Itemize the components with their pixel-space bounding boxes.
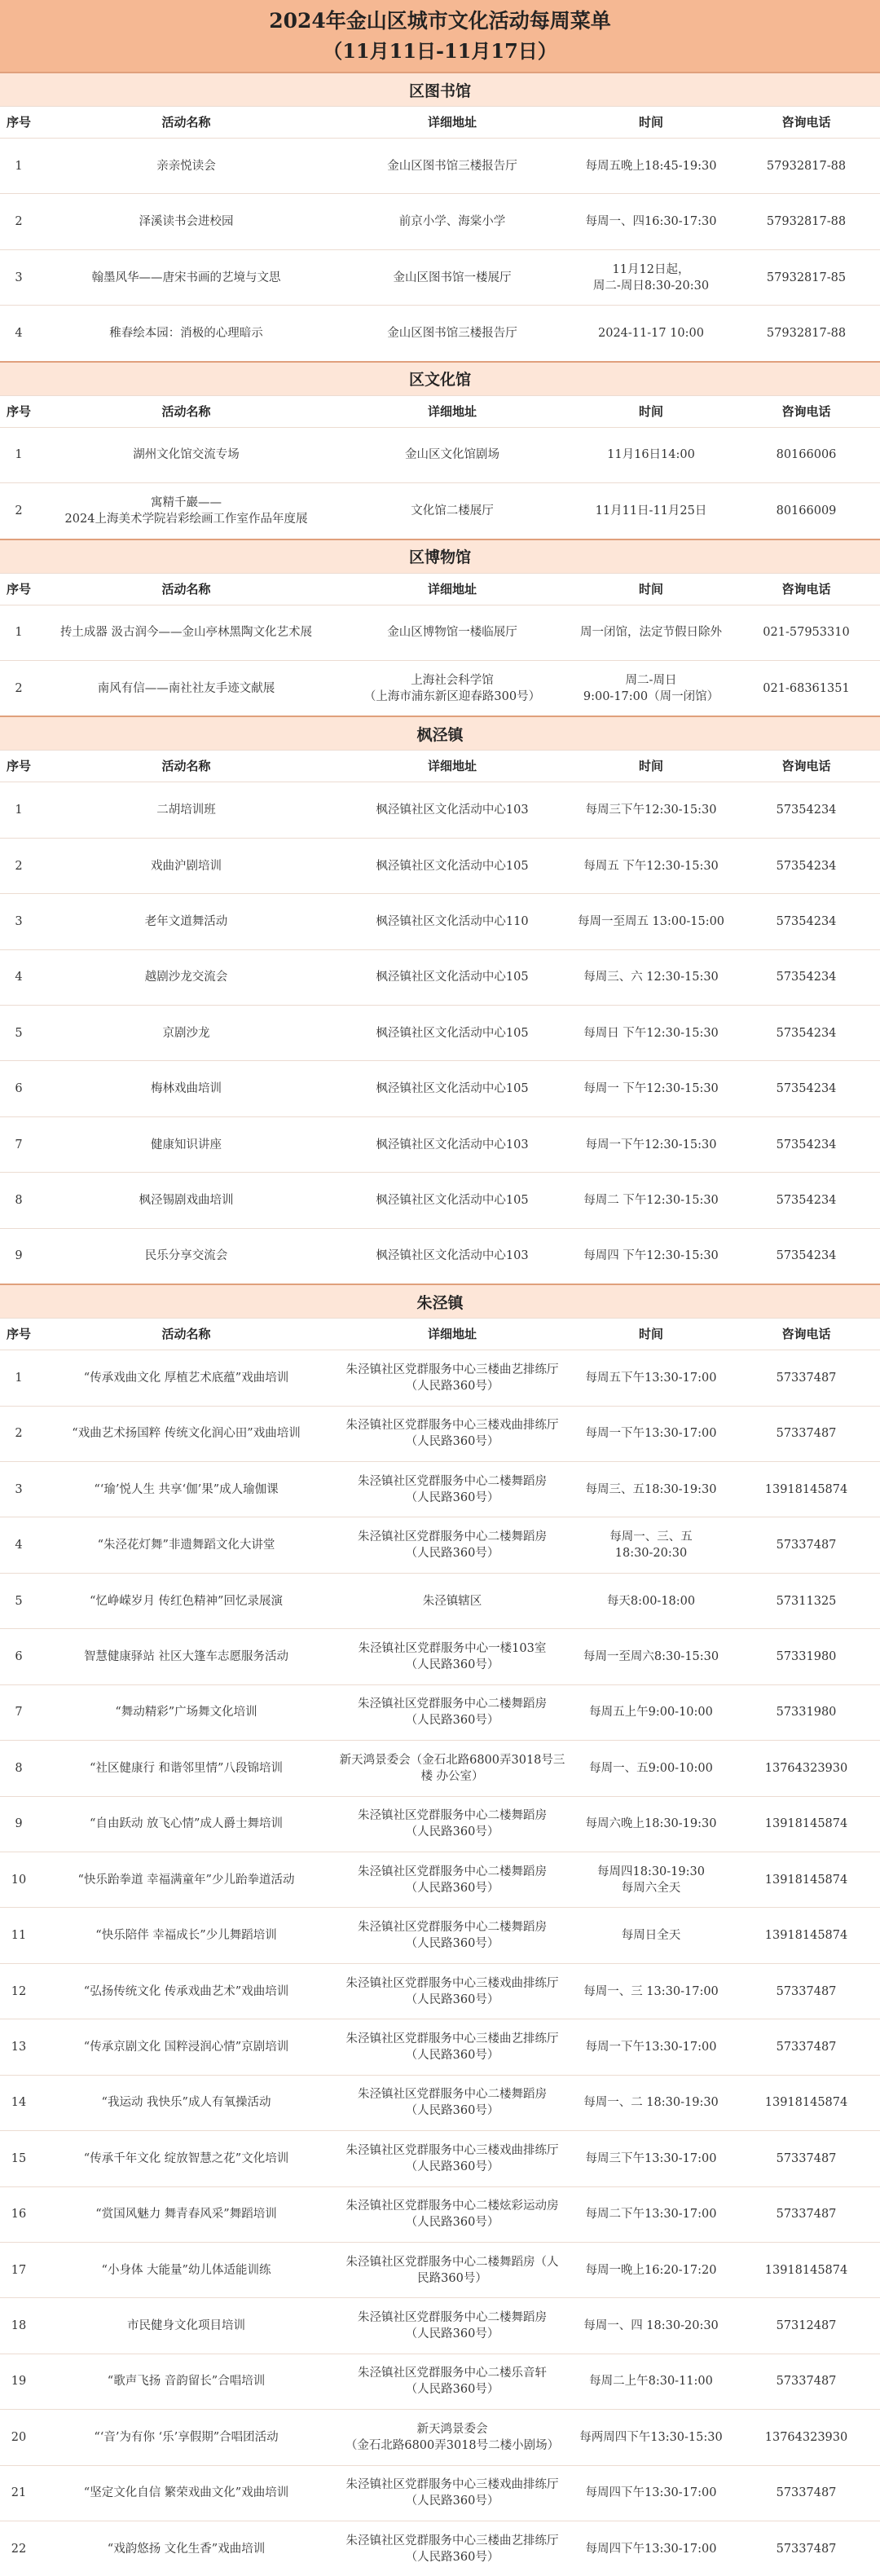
table-row bbox=[0, 949, 880, 1005]
cell-time: 周一闭馆，法定节假日除外 bbox=[580, 626, 722, 640]
column-header-row bbox=[0, 395, 880, 427]
cell-index: 7 bbox=[15, 1706, 23, 1720]
cell-time: 每周日全天 bbox=[621, 1929, 681, 1943]
table-row bbox=[0, 1005, 880, 1060]
cell-time: 每周一至周五 13:00-15:00 bbox=[577, 914, 725, 928]
cell-phone: 57337487 bbox=[776, 2375, 837, 2389]
cell-phone: 57932817-85 bbox=[766, 271, 847, 284]
cell-index: 2 bbox=[15, 215, 23, 229]
cell-activity-name: “坚定文化自信 繁荣戏曲文化”戏曲培训 bbox=[83, 2486, 289, 2500]
cell-phone: 57337487 bbox=[776, 1427, 837, 1441]
column-header-row bbox=[0, 1318, 880, 1350]
cell-time: 每周一下午13:30-17:00 bbox=[585, 2040, 717, 2054]
cell-index: 9 bbox=[15, 1249, 23, 1263]
section-header: 区博物馆 bbox=[0, 540, 880, 573]
cell-phone: 57354234 bbox=[776, 859, 837, 873]
cell-activity-name: 二胡培训班 bbox=[156, 804, 216, 817]
cell-activity-name: 民乐分享交流会 bbox=[144, 1249, 228, 1263]
cell-activity-name: 越剧沙龙交流会 bbox=[144, 971, 228, 984]
cell-address: 朱泾镇社区党群服务中心二楼舞蹈房 （人民路360号） bbox=[358, 2311, 547, 2341]
cell-address: 金山区文化馆剧场 bbox=[405, 448, 499, 462]
table-row bbox=[0, 1406, 880, 1461]
column-header-address: 详细地址 bbox=[427, 115, 477, 130]
cell-address: 朱泾镇社区党群服务中心二楼舞蹈房 （人民路360号） bbox=[358, 1698, 547, 1728]
cell-index: 5 bbox=[15, 1594, 23, 1608]
cell-phone: 57337487 bbox=[776, 2208, 837, 2222]
table-row bbox=[0, 305, 880, 360]
column-header-activity-name: 活动名称 bbox=[161, 403, 211, 419]
cell-index: 16 bbox=[11, 2208, 27, 2222]
cell-time: 每周二 下午12:30-15:30 bbox=[583, 1194, 719, 1208]
table-row bbox=[0, 1684, 880, 1740]
table-row bbox=[0, 427, 880, 482]
cell-address: 朱泾镇辖区 bbox=[422, 1594, 482, 1608]
cell-time: 每周二上午8:30-11:00 bbox=[589, 2375, 713, 2389]
column-header-index: 序号 bbox=[6, 1327, 31, 1342]
cell-index: 1 bbox=[15, 626, 23, 640]
cell-phone: 80166009 bbox=[776, 504, 837, 517]
title-line-1: 2024年金山区城市文化活动每周菜单 bbox=[269, 9, 611, 33]
cell-address: 朱泾镇社区党群服务中心二楼舞蹈房 （人民路360号） bbox=[358, 1809, 547, 1839]
document-title bbox=[0, 0, 880, 72]
cell-activity-name: “快乐跆拳道 幸福满童年”少儿跆拳道活动 bbox=[77, 1873, 295, 1887]
cell-address: 朱泾镇社区党群服务中心二楼炫彩运动房 （人民路360号） bbox=[345, 2200, 559, 2230]
column-header-index: 序号 bbox=[6, 581, 31, 597]
cell-activity-name: “‘音’为有你 ‘乐’享假期”合唱团活动 bbox=[94, 2430, 279, 2444]
cell-activity-name: “朱泾花灯舞”非遗舞蹈文化大讲堂 bbox=[97, 1539, 275, 1552]
cell-time: 每周二下午13:30-17:00 bbox=[585, 2208, 717, 2222]
cell-phone: 57337487 bbox=[776, 2486, 837, 2500]
cell-activity-name: “社区健康行 和谐邻里情”八段锦培训 bbox=[90, 1761, 283, 1775]
table-row bbox=[0, 1796, 880, 1852]
column-header-activity-name: 活动名称 bbox=[161, 115, 211, 130]
cell-index: 1 bbox=[15, 804, 23, 817]
cell-time: 每周三下午12:30-15:30 bbox=[585, 804, 717, 817]
cell-time: 每周四下午13:30-17:00 bbox=[585, 2542, 717, 2556]
cell-time: 每周三下午13:30-17:00 bbox=[585, 2151, 717, 2165]
table-row bbox=[0, 2019, 880, 2074]
cell-address: 朱泾镇社区党群服务中心二楼舞蹈房 （人民路360号） bbox=[358, 2088, 547, 2118]
table-row bbox=[0, 1060, 880, 1116]
cell-address: 枫泾镇社区文化活动中心105 bbox=[376, 1026, 529, 1040]
cell-activity-name: 泽溪读书会进校园 bbox=[139, 215, 234, 229]
cell-phone: 57337487 bbox=[776, 2151, 837, 2165]
cell-phone: 021-68361351 bbox=[763, 681, 850, 695]
table-row bbox=[0, 1172, 880, 1227]
cell-address: 金山区图书馆一楼展厅 bbox=[393, 271, 512, 284]
cell-time: 每周五下午13:30-17:00 bbox=[585, 1371, 717, 1385]
cell-activity-name: 枫泾锡剧戏曲培训 bbox=[139, 1194, 234, 1208]
cell-address: 新天鸿景委会（金石北路6800弄3018号三 楼 办公室） bbox=[339, 1753, 565, 1783]
cell-address: 枫泾镇社区文化活动中心105 bbox=[376, 859, 529, 873]
cell-index: 13 bbox=[11, 2040, 27, 2054]
cell-phone: 80166006 bbox=[776, 448, 837, 462]
cell-activity-name: “戏曲艺术扬国粹 传统文化润心田”戏曲培训 bbox=[72, 1427, 301, 1441]
cell-time: 每周五 下午12:30-15:30 bbox=[583, 859, 719, 873]
column-header-address: 详细地址 bbox=[427, 581, 477, 597]
column-header-time: 时间 bbox=[638, 1327, 663, 1342]
table-row bbox=[0, 838, 880, 893]
table-row bbox=[0, 1740, 880, 1795]
column-header-activity-name: 活动名称 bbox=[161, 581, 211, 597]
cell-index: 4 bbox=[15, 1539, 23, 1552]
cell-index: 20 bbox=[11, 2430, 27, 2444]
column-header-phone: 咨询电话 bbox=[781, 1327, 831, 1342]
cell-address: 朱泾镇社区党群服务中心二楼舞蹈房 （人民路360号） bbox=[358, 1474, 547, 1504]
cell-time: 每周一至周六8:30-15:30 bbox=[583, 1649, 719, 1663]
cell-phone: 57331980 bbox=[776, 1706, 837, 1720]
table-row bbox=[0, 1517, 880, 1572]
cell-index: 18 bbox=[11, 2319, 27, 2333]
cell-activity-name: 戏曲沪剧培训 bbox=[151, 859, 222, 873]
table-row bbox=[0, 1116, 880, 1172]
cell-phone: 57311325 bbox=[776, 1594, 837, 1608]
cell-time: 每周三、六 12:30-15:30 bbox=[583, 971, 719, 984]
cell-address: 枫泾镇社区文化活动中心103 bbox=[376, 1249, 529, 1263]
section-header: 区图书馆 bbox=[0, 73, 880, 106]
cell-activity-name: “弘扬传统文化 传承戏曲艺术”戏曲培训 bbox=[83, 1984, 289, 1998]
cell-activity-name: “小身体 大能量”幼儿体适能训练 bbox=[101, 2263, 271, 2277]
cell-index: 7 bbox=[15, 1138, 23, 1151]
cell-phone: 57354234 bbox=[776, 1138, 837, 1151]
cell-phone: 57337487 bbox=[776, 1984, 837, 1998]
cell-address: 朱泾镇社区党群服务中心三楼戏曲排练厅 （人民路360号） bbox=[345, 1976, 559, 2006]
column-header-row bbox=[0, 750, 880, 782]
cell-phone: 57354234 bbox=[776, 1194, 837, 1208]
column-header-index: 序号 bbox=[6, 759, 31, 774]
cell-time: 每周五晚上18:45-19:30 bbox=[585, 159, 717, 173]
cell-activity-name: 健康知识讲座 bbox=[151, 1138, 222, 1151]
cell-phone: 13918145874 bbox=[764, 1873, 848, 1887]
cell-index: 8 bbox=[15, 1761, 23, 1775]
table-row bbox=[0, 2186, 880, 2242]
cell-address: 枫泾镇社区文化活动中心105 bbox=[376, 971, 529, 984]
section-5 bbox=[0, 1284, 880, 2576]
cell-index: 19 bbox=[11, 2375, 27, 2389]
cell-phone: 57932817-88 bbox=[766, 215, 847, 229]
cell-index: 10 bbox=[11, 1873, 27, 1887]
cell-address: 金山区博物馆一楼临展厅 bbox=[387, 626, 517, 640]
cell-time: 每周一下午13:30-17:00 bbox=[585, 1427, 717, 1441]
cell-time: 每周一、三 13:30-17:00 bbox=[583, 1984, 719, 1998]
cell-time: 每周六晚上18:30-19:30 bbox=[585, 1817, 717, 1831]
cell-index: 4 bbox=[15, 326, 23, 340]
table-row bbox=[0, 605, 880, 660]
table-row bbox=[0, 893, 880, 949]
cell-time: 每周五上午9:00-10:00 bbox=[589, 1706, 713, 1720]
cell-phone: 13918145874 bbox=[764, 1929, 848, 1943]
column-header-index: 序号 bbox=[6, 115, 31, 130]
column-header-phone: 咨询电话 bbox=[781, 581, 831, 597]
cell-index: 2 bbox=[15, 859, 23, 873]
cell-time: 每周一、三、五 18:30-20:30 bbox=[609, 1530, 693, 1561]
cell-time: 每周三、五18:30-19:30 bbox=[585, 1482, 717, 1496]
section-header: 朱泾镇 bbox=[0, 1285, 880, 1318]
cell-address: 朱泾镇社区党群服务中心三楼曲艺排练厅 （人民路360号） bbox=[345, 2534, 559, 2564]
cell-phone: 13918145874 bbox=[764, 1482, 848, 1496]
cell-address: 金山区图书馆三楼报告厅 bbox=[387, 326, 517, 340]
section-4 bbox=[0, 716, 880, 1284]
cell-time: 每周一、五9:00-10:00 bbox=[589, 1761, 713, 1775]
column-header-address: 详细地址 bbox=[427, 759, 477, 774]
cell-index: 9 bbox=[15, 1817, 23, 1831]
cell-time: 每周四18:30-19:30 每周六全天 bbox=[597, 1865, 705, 1895]
cell-activity-name: 梅林戏曲培训 bbox=[151, 1082, 222, 1096]
cell-phone: 57331980 bbox=[776, 1649, 837, 1663]
cell-phone: 13918145874 bbox=[764, 2096, 848, 2110]
table-row bbox=[0, 1573, 880, 1628]
cell-address: 朱泾镇社区党群服务中心二楼乐音轩 （人民路360号） bbox=[358, 2367, 547, 2397]
cell-phone: 57354234 bbox=[776, 804, 837, 817]
cell-phone: 13918145874 bbox=[764, 2263, 848, 2277]
cell-activity-name: 智慧健康驿站 社区大篷车志愿服务活动 bbox=[83, 1649, 289, 1663]
cell-phone: 57354234 bbox=[776, 1026, 837, 1040]
cell-activity-name: 稚春绘本园：消极的心理暗示 bbox=[109, 326, 263, 340]
column-header-address: 详细地址 bbox=[427, 403, 477, 419]
cell-time: 每周一、四 18:30-20:30 bbox=[583, 2319, 719, 2333]
cell-address: 金山区图书馆三楼报告厅 bbox=[387, 159, 517, 173]
table-row bbox=[0, 660, 880, 716]
cell-time: 每周一 下午12:30-15:30 bbox=[583, 1082, 719, 1096]
cell-activity-name: 翰墨风华——唐宋书画的艺境与文思 bbox=[91, 271, 281, 284]
cell-time: 每周一下午12:30-15:30 bbox=[585, 1138, 717, 1151]
cell-phone: 57354234 bbox=[776, 914, 837, 928]
cell-index: 2 bbox=[15, 681, 23, 695]
column-header-row bbox=[0, 573, 880, 605]
cell-activity-name: “传承千年文化 绽放智慧之花”文化培训 bbox=[83, 2151, 289, 2165]
cell-address: 文化馆二楼展厅 bbox=[411, 504, 494, 517]
table-row bbox=[0, 249, 880, 305]
cell-phone: 13764323930 bbox=[764, 2430, 848, 2444]
cell-address: 枫泾镇社区文化活动中心105 bbox=[376, 1194, 529, 1208]
cell-activity-name: “传承京剧文化 国粹浸润心情”京剧培训 bbox=[83, 2040, 289, 2054]
cell-address: 新天鸿景委会 （金石北路6800弄3018号二楼小剧场） bbox=[345, 2422, 560, 2452]
cell-address: 朱泾镇社区党群服务中心二楼舞蹈房 （人民路360号） bbox=[358, 1865, 547, 1895]
cell-index: 3 bbox=[15, 1482, 23, 1496]
table-row bbox=[0, 138, 880, 193]
cell-index: 14 bbox=[11, 2096, 27, 2110]
cell-phone: 57337487 bbox=[776, 1539, 837, 1552]
table-row bbox=[0, 2130, 880, 2186]
cell-address: 朱泾镇社区党群服务中心二楼舞蹈房 （人民路360号） bbox=[358, 1921, 547, 1951]
cell-activity-name: “自由跃动 放飞心情”成人爵士舞培训 bbox=[90, 1817, 283, 1831]
column-header-row bbox=[0, 106, 880, 138]
column-header-time: 时间 bbox=[638, 115, 663, 130]
table-row bbox=[0, 2521, 880, 2576]
table-row bbox=[0, 1852, 880, 1907]
cell-index: 6 bbox=[15, 1649, 23, 1663]
cell-index: 21 bbox=[11, 2486, 27, 2500]
table-row bbox=[0, 1228, 880, 1284]
cell-index: 6 bbox=[15, 1082, 23, 1096]
cell-time: 每周一晚上16:20-17:20 bbox=[585, 2263, 717, 2277]
cell-phone: 57354234 bbox=[776, 1082, 837, 1096]
cell-address: 朱泾镇社区党群服务中心三楼曲艺排练厅 （人民路360号） bbox=[345, 2032, 559, 2062]
cell-address: 枫泾镇社区文化活动中心103 bbox=[376, 804, 529, 817]
table-row bbox=[0, 2354, 880, 2409]
column-header-phone: 咨询电话 bbox=[781, 115, 831, 130]
cell-index: 3 bbox=[15, 914, 23, 928]
cell-phone: 57337487 bbox=[776, 2040, 837, 2054]
table-row bbox=[0, 1628, 880, 1684]
column-header-time: 时间 bbox=[638, 759, 663, 774]
cell-activity-name: 京剧沙龙 bbox=[162, 1026, 210, 1040]
cell-phone: 13764323930 bbox=[764, 1761, 848, 1775]
cell-time: 11月11日-11月25日 bbox=[595, 504, 707, 517]
cell-time: 11月16日14:00 bbox=[607, 448, 695, 462]
cell-phone: 57932817-88 bbox=[766, 159, 847, 173]
cell-time: 11月12日起， 周二-周日8:30-20:30 bbox=[592, 262, 710, 293]
cell-index: 1 bbox=[15, 159, 23, 173]
table-row bbox=[0, 1963, 880, 2019]
cell-address: 前京小学、海棠小学 bbox=[398, 215, 506, 229]
table-row bbox=[0, 193, 880, 249]
cell-phone: 57337487 bbox=[776, 1371, 837, 1385]
cell-activity-name: 市民健身文化项目培训 bbox=[127, 2319, 245, 2333]
cell-activity-name: “‘瑜’悦人生 共享‘伽’果”成人瑜伽课 bbox=[94, 1482, 279, 1496]
cell-activity-name: “忆峥嵘岁月 传红色精神”回忆录展演 bbox=[90, 1594, 283, 1608]
cell-time: 每周一、二 18:30-19:30 bbox=[583, 2096, 719, 2110]
cell-phone: 57354234 bbox=[776, 971, 837, 984]
cell-activity-name: “传承戏曲文化 厚植艺术底蕴”戏曲培训 bbox=[83, 1371, 289, 1385]
cell-address: 上海社会科学馆 （上海市浦东新区迎春路300号） bbox=[363, 673, 541, 703]
cell-activity-name: “赏国风魅力 舞青春风采”舞蹈培训 bbox=[95, 2208, 277, 2222]
cell-time: 每周四下午13:30-17:00 bbox=[585, 2486, 717, 2500]
cell-index: 11 bbox=[11, 1929, 27, 1943]
cell-activity-name: “我运动 我快乐”成人有氧操活动 bbox=[101, 2096, 271, 2110]
title-line-2: （11月11日-11月17日） bbox=[323, 39, 557, 63]
cell-activity-name: 亲亲悦读会 bbox=[156, 159, 216, 173]
cell-activity-name: “舞动精彩”广场舞文化培训 bbox=[115, 1706, 257, 1720]
cell-index: 5 bbox=[15, 1026, 23, 1040]
sections-container bbox=[0, 72, 880, 2576]
table-row bbox=[0, 1907, 880, 1962]
column-header-activity-name: 活动名称 bbox=[161, 759, 211, 774]
column-header-address: 详细地址 bbox=[427, 1327, 477, 1342]
table-row bbox=[0, 2242, 880, 2297]
cell-activity-name: “快乐陪伴 幸福成长”少儿舞蹈培训 bbox=[95, 1929, 277, 1943]
cell-index: 8 bbox=[15, 1194, 23, 1208]
cell-address: 枫泾镇社区文化活动中心110 bbox=[376, 914, 529, 928]
column-header-phone: 咨询电话 bbox=[781, 403, 831, 419]
cell-phone: 57337487 bbox=[776, 2542, 837, 2556]
column-header-index: 序号 bbox=[6, 403, 31, 419]
table-row bbox=[0, 2075, 880, 2130]
cell-index: 2 bbox=[15, 1427, 23, 1441]
section-header: 枫泾镇 bbox=[0, 717, 880, 750]
cell-time: 周二-周日 9:00-17:00（周一闭馆） bbox=[583, 673, 719, 703]
cell-phone: 57932817-88 bbox=[766, 326, 847, 340]
cell-index: 12 bbox=[11, 1984, 27, 1998]
cell-address: 朱泾镇社区党群服务中心二楼舞蹈房 （人民路360号） bbox=[358, 1530, 547, 1561]
cell-activity-name: 南风有信——南社社友手迹文献展 bbox=[97, 681, 275, 695]
cell-phone: 57312487 bbox=[776, 2319, 837, 2333]
table-row bbox=[0, 1461, 880, 1517]
section-3 bbox=[0, 539, 880, 716]
table-row bbox=[0, 2465, 880, 2521]
section-2 bbox=[0, 361, 880, 539]
table-row bbox=[0, 1350, 880, 1405]
cell-time: 2024-11-17 10:00 bbox=[598, 326, 704, 340]
cell-address: 枫泾镇社区文化活动中心105 bbox=[376, 1082, 529, 1096]
cell-activity-name: “歌声飞扬 音韵留长”合唱培训 bbox=[107, 2375, 266, 2389]
cell-address: 朱泾镇社区党群服务中心三楼戏曲排练厅 （人民路360号） bbox=[345, 1419, 559, 1449]
column-header-activity-name: 活动名称 bbox=[161, 1327, 211, 1342]
cell-time: 每周日 下午12:30-15:30 bbox=[583, 1026, 719, 1040]
cell-address: 朱泾镇社区党群服务中心三楼曲艺排练厅 （人民路360号） bbox=[345, 1363, 559, 1393]
cell-index: 17 bbox=[11, 2263, 27, 2277]
cell-time: 每天8:00-18:00 bbox=[606, 1594, 696, 1608]
cell-activity-name: “戏韵悠扬 文化生香”戏曲培训 bbox=[107, 2542, 266, 2556]
cell-index: 4 bbox=[15, 971, 23, 984]
cell-activity-name: 寓精千巖—— 2024上海美术学院岩彩绘画工作室作品年度展 bbox=[64, 495, 308, 526]
cell-address: 朱泾镇社区党群服务中心三楼戏曲排练厅 （人民路360号） bbox=[345, 2478, 559, 2508]
cell-phone: 021-57953310 bbox=[763, 626, 850, 640]
cell-time: 每两周四下午13:30-15:30 bbox=[579, 2430, 723, 2444]
cell-address: 枫泾镇社区文化活动中心103 bbox=[376, 1138, 529, 1151]
cell-index: 3 bbox=[15, 271, 23, 284]
table-row bbox=[0, 2297, 880, 2353]
column-header-time: 时间 bbox=[638, 581, 663, 597]
cell-activity-name: 抟土成器 汲古润今——金山亭林黑陶文化艺术展 bbox=[59, 626, 313, 640]
cell-time: 每周四 下午12:30-15:30 bbox=[583, 1249, 719, 1263]
cell-index: 1 bbox=[15, 1371, 23, 1385]
cell-index: 1 bbox=[15, 448, 23, 462]
table-row bbox=[0, 2409, 880, 2464]
column-header-phone: 咨询电话 bbox=[781, 759, 831, 774]
cell-time: 每周一、四16:30-17:30 bbox=[585, 215, 717, 229]
cell-activity-name: 老年文道舞活动 bbox=[144, 914, 228, 928]
section-1 bbox=[0, 72, 880, 361]
cell-address: 朱泾镇社区党群服务中心一楼103室 （人民路360号） bbox=[358, 1641, 547, 1671]
cell-phone: 57354234 bbox=[776, 1249, 837, 1263]
cell-address: 朱泾镇社区党群服务中心三楼戏曲排练厅 （人民路360号） bbox=[345, 2143, 559, 2173]
cell-index: 15 bbox=[11, 2151, 27, 2165]
cell-phone: 13918145874 bbox=[764, 1817, 848, 1831]
cell-index: 2 bbox=[15, 504, 23, 517]
column-header-time: 时间 bbox=[638, 403, 663, 419]
cell-address: 朱泾镇社区党群服务中心二楼舞蹈房（人 民路360号） bbox=[345, 2255, 559, 2285]
table-row bbox=[0, 482, 880, 538]
cell-index: 22 bbox=[11, 2542, 27, 2556]
table-row bbox=[0, 782, 880, 837]
cell-activity-name: 湖州文化馆交流专场 bbox=[133, 448, 240, 462]
section-header: 区文化馆 bbox=[0, 363, 880, 395]
